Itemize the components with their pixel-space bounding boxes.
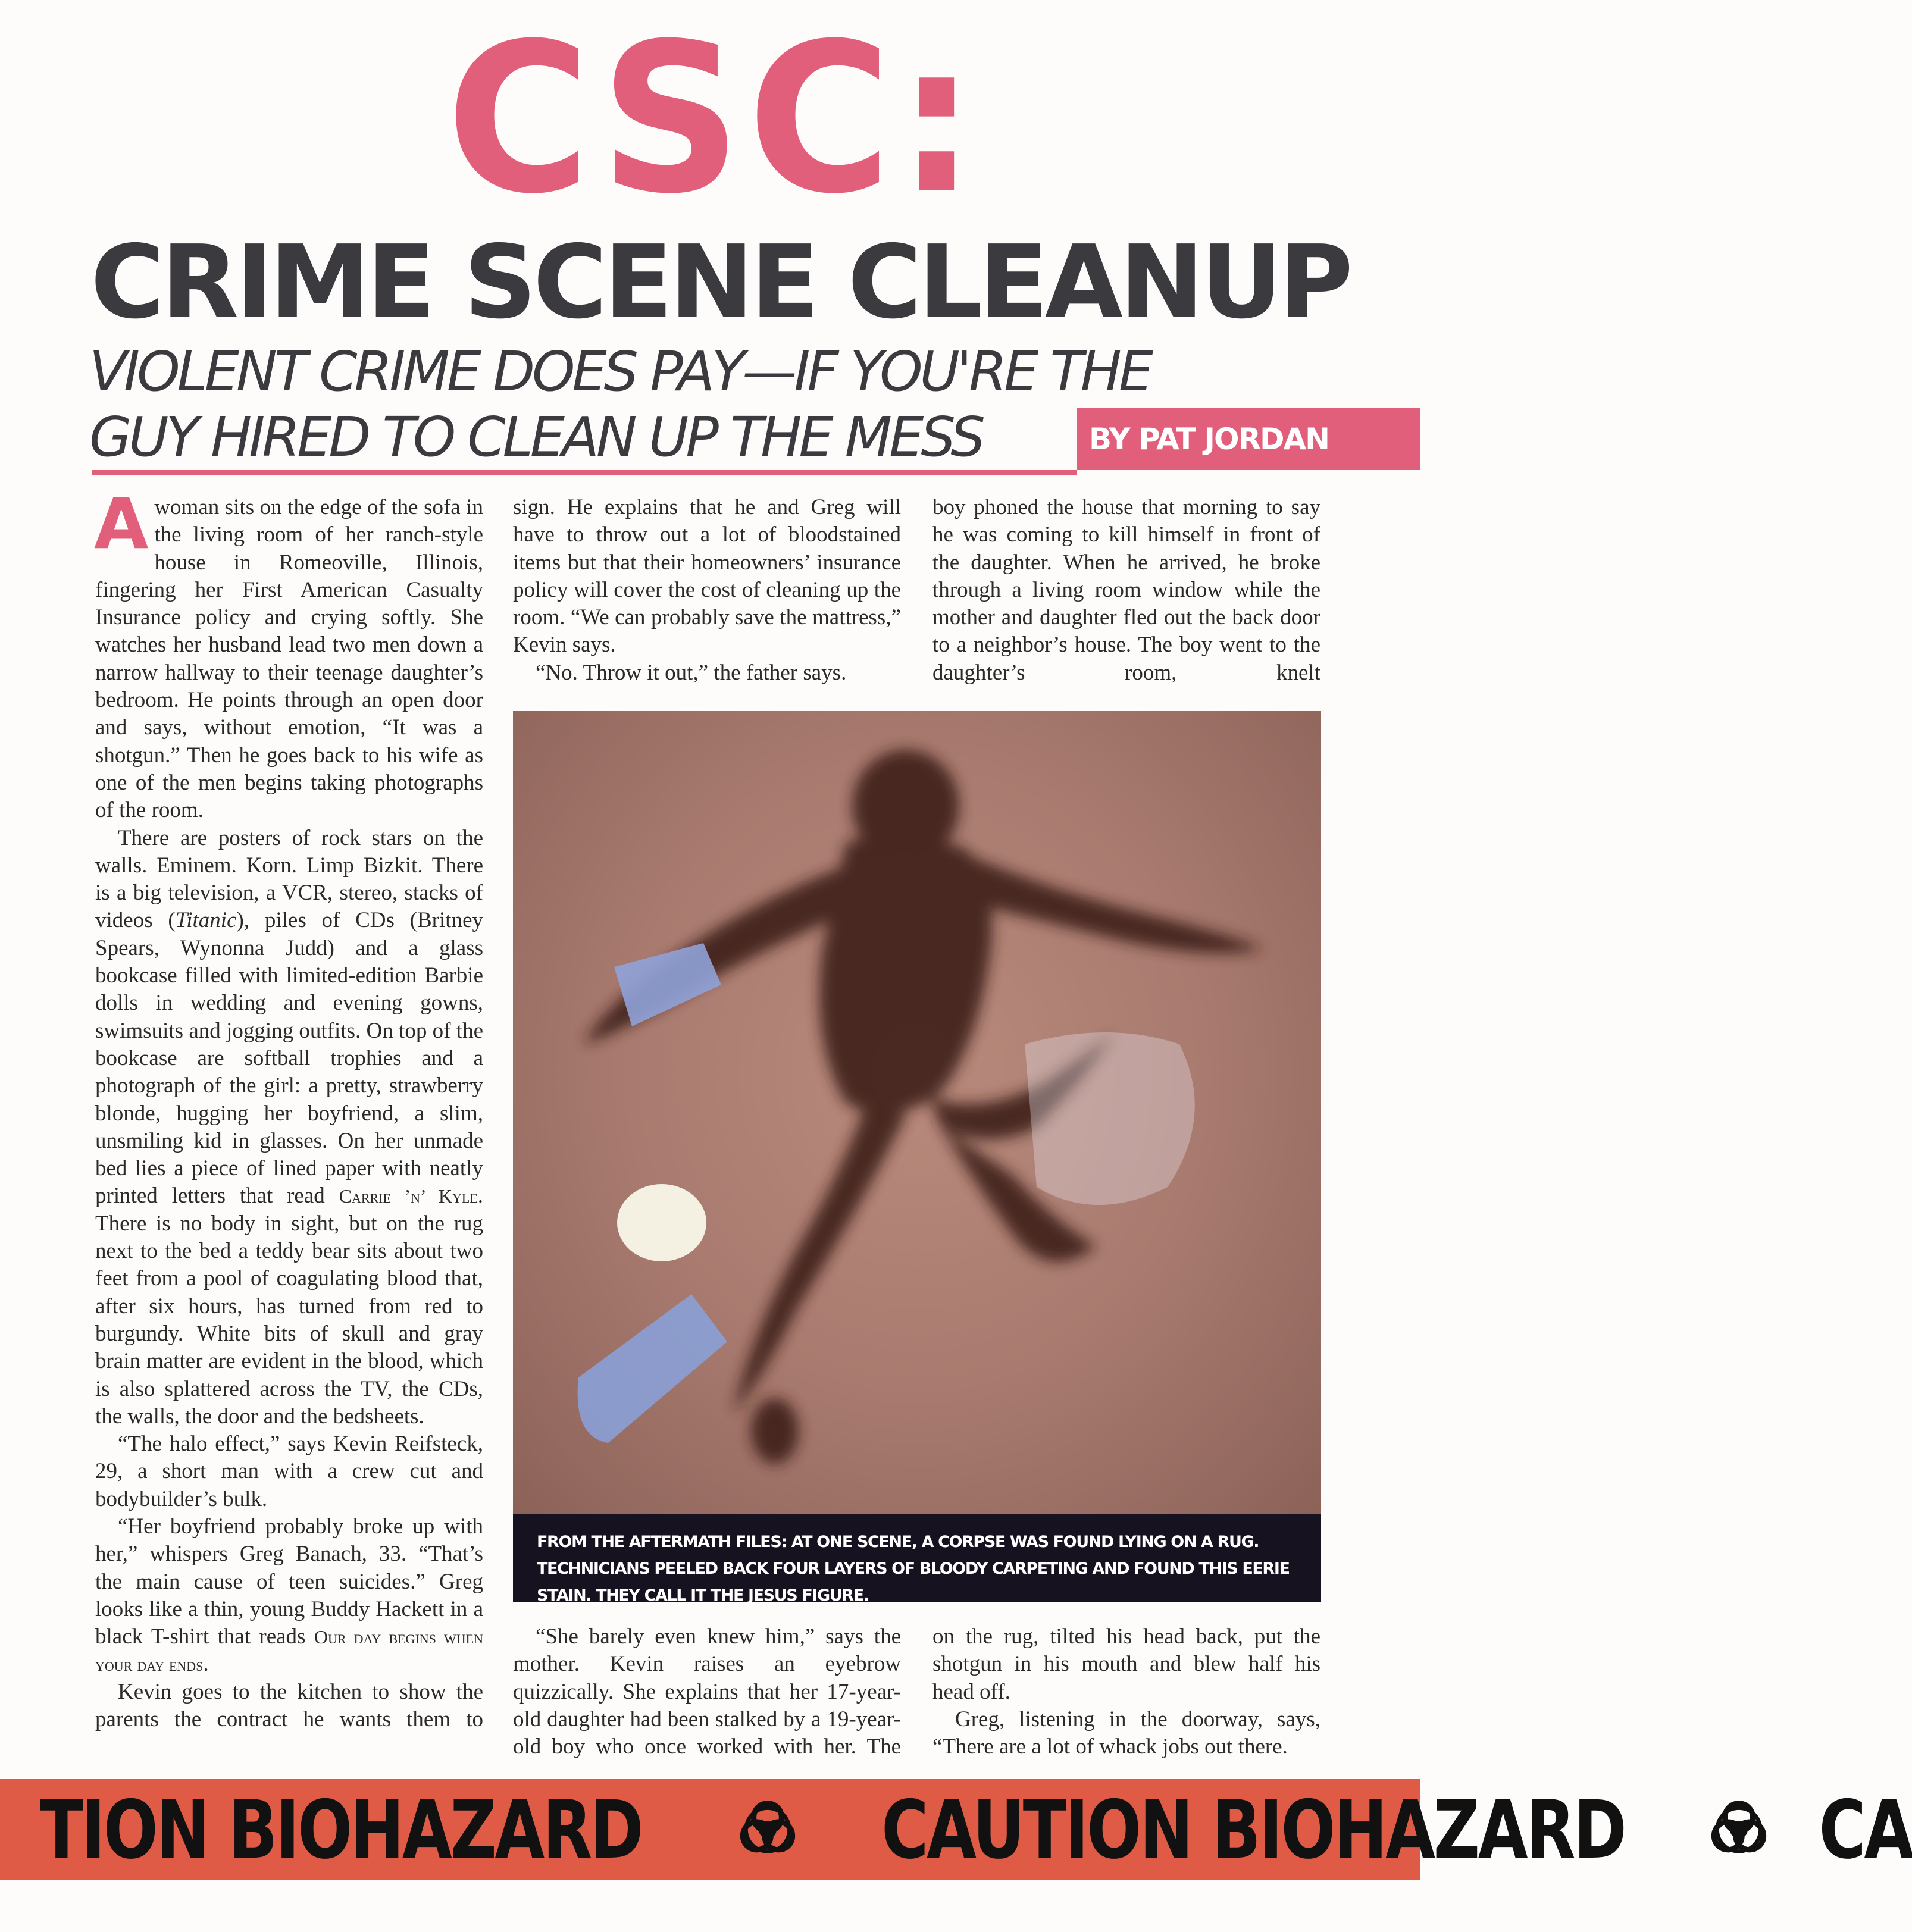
- subtitle-line-2: GUY HIRED TO CLEAN UP THE MESS: [89, 405, 982, 469]
- article-column-1: [94, 483, 484, 1733]
- article-column-2-bottom: [513, 1623, 901, 1761]
- photo-caption: FROM THE AFTERMATH FILES: AT ONE SCENE, A CORPSE WAS FOUND LYING ON A RUG. TECHNICIANS PEELED BACK FOUR LAYERS OF BLOODY CARPETING AND FOUND THIS EERIE STAIN. THEY CALL IT THE JESUS FIGURE.: [513, 1514, 1321, 1602]
- paragraph: boy phoned the house that morning to say he was coming to kill himself in front of the daughter. When he arrived, he broke through a living room window while the mother and daughter fled out the back door to a neighbor’s house. The boy went to the daughter’s room, knelt: [932, 495, 1320, 685]
- paragraph: “She barely even knew him,” says the mother. Kevin raises an eyebrow quizzically. She explains that her 17-year-old daughter had been stalked by a 19-year-old boy who once worked with her. The: [513, 1624, 901, 1759]
- paragraph-text: . There is no body in sight, but on the rug next to the bed a teddy bear sits about two feet from a pool of coagulating blood that, after six hours, has turned from red to burgundy. White bits of skull and gray brain matter are evident in the blood, which is also splattered across the TV, the CDs, the walls, the door and the bedsheets.: [95, 1183, 484, 1429]
- subtitle-line-1: VIOLENT CRIME DOES PAY—IF YOU'RE THE: [89, 340, 1150, 403]
- byline: BY PAT JORDAN: [1077, 408, 1420, 470]
- banner-text: CA: [1819, 1783, 1912, 1877]
- italic-title: Titanic: [175, 908, 237, 933]
- title-csc: CSC:: [446, 0, 982, 239]
- banner-text: TION BIOHAZARD: [39, 1783, 642, 1877]
- paragraph-text: “Her boyfriend probably broke up with her,” whispers Greg Banach, 33. “That’s the main cause of teen suicides.” Greg looks like a thin, young Buddy Hackett in a black T-shirt that reads: [95, 1514, 483, 1649]
- paragraph: on the rug, tilted his head back, put the shotgun in his mouth and blew half his head off.: [932, 1624, 1320, 1704]
- paragraph: [94, 483, 483, 825]
- banner-text: CAUTION BIOHAZARD: [881, 1783, 1625, 1877]
- paragraph: Greg, listening in the doorway, says, “There are a lot of whack jobs out there.: [932, 1706, 1320, 1759]
- paragraph: “No. Throw it out,” the father says.: [536, 660, 847, 685]
- small-caps-text: Carrie ’n’ Kyle: [339, 1185, 478, 1207]
- paragraph: “The halo effect,” says Kevin Reifsteck, 29, a short man with a crew cut and bodybuilder’s bulk.: [95, 1432, 483, 1511]
- article-column-3-bottom: [932, 1623, 1320, 1761]
- article-column-3-top: [932, 494, 1320, 687]
- paragraph-text: .: [203, 1652, 209, 1677]
- title-rule: [92, 470, 1077, 475]
- glove: [614, 943, 721, 1026]
- paragraph: sign. He explains that he and Greg will have to throw out a lot of bloodstained items but that their homeowners’ insurance policy will cover the cost of cleaning up the room. “We can probably save the mattress,” Kevin says.: [513, 495, 901, 657]
- crime-scene-photo: [513, 711, 1321, 1514]
- article-column-2-top: [513, 494, 901, 687]
- paragraph-text: ), piles of CDs (Britney Spears, Wynonna Judd) and a glass bookcase filled with limited-edition Barbie dolls in wedding and evening gowns, swimsuits and jogging outfits. On top of the bookcase are softball trophies and a photograph of the girl: a pretty, strawberry blonde, hugging her boyfriend, a slim, unsmiling kid in glasses. On her unmade bed lies a piece of lined paper with neatly printed letters that read: [95, 908, 483, 1208]
- biohazard-icon: [1700, 1791, 1778, 1868]
- paragraph-text: woman sits on the edge of the sofa in the living room of her ranch-style house in Romeoville, Illinois, fingering her First American Casualty Insurance policy and crying softly. She watches her husband lead two men down a narrow hallway to their teenage daughter’s bedroom. He points through an open door and says, without emotion, “It was a shotgun.” Then he goes back to his wife as one of the men begins taking photographs of the room.: [95, 495, 483, 823]
- stain-figure-image: [513, 711, 1321, 1514]
- paragraph: [95, 1513, 483, 1679]
- biohazard-icon: [729, 1791, 806, 1868]
- small-caps-text: Our day begins when your day ends: [95, 1626, 484, 1676]
- headline: CRIME SCENE CLEANUP: [90, 224, 1350, 342]
- paragraph: Kevin goes to the kitchen to show the parents the contract he wants them to: [95, 1679, 483, 1732]
- caution-biohazard-banner: [0, 1779, 1912, 1880]
- paragraph: [95, 825, 483, 1431]
- paragraph-text: There are posters of rock stars on the walls. Eminem. Korn. Limp Bizkit. There is a big television, a VCR, stereo, stacks of videos (: [95, 825, 483, 933]
- drop-cap: A: [94, 483, 149, 565]
